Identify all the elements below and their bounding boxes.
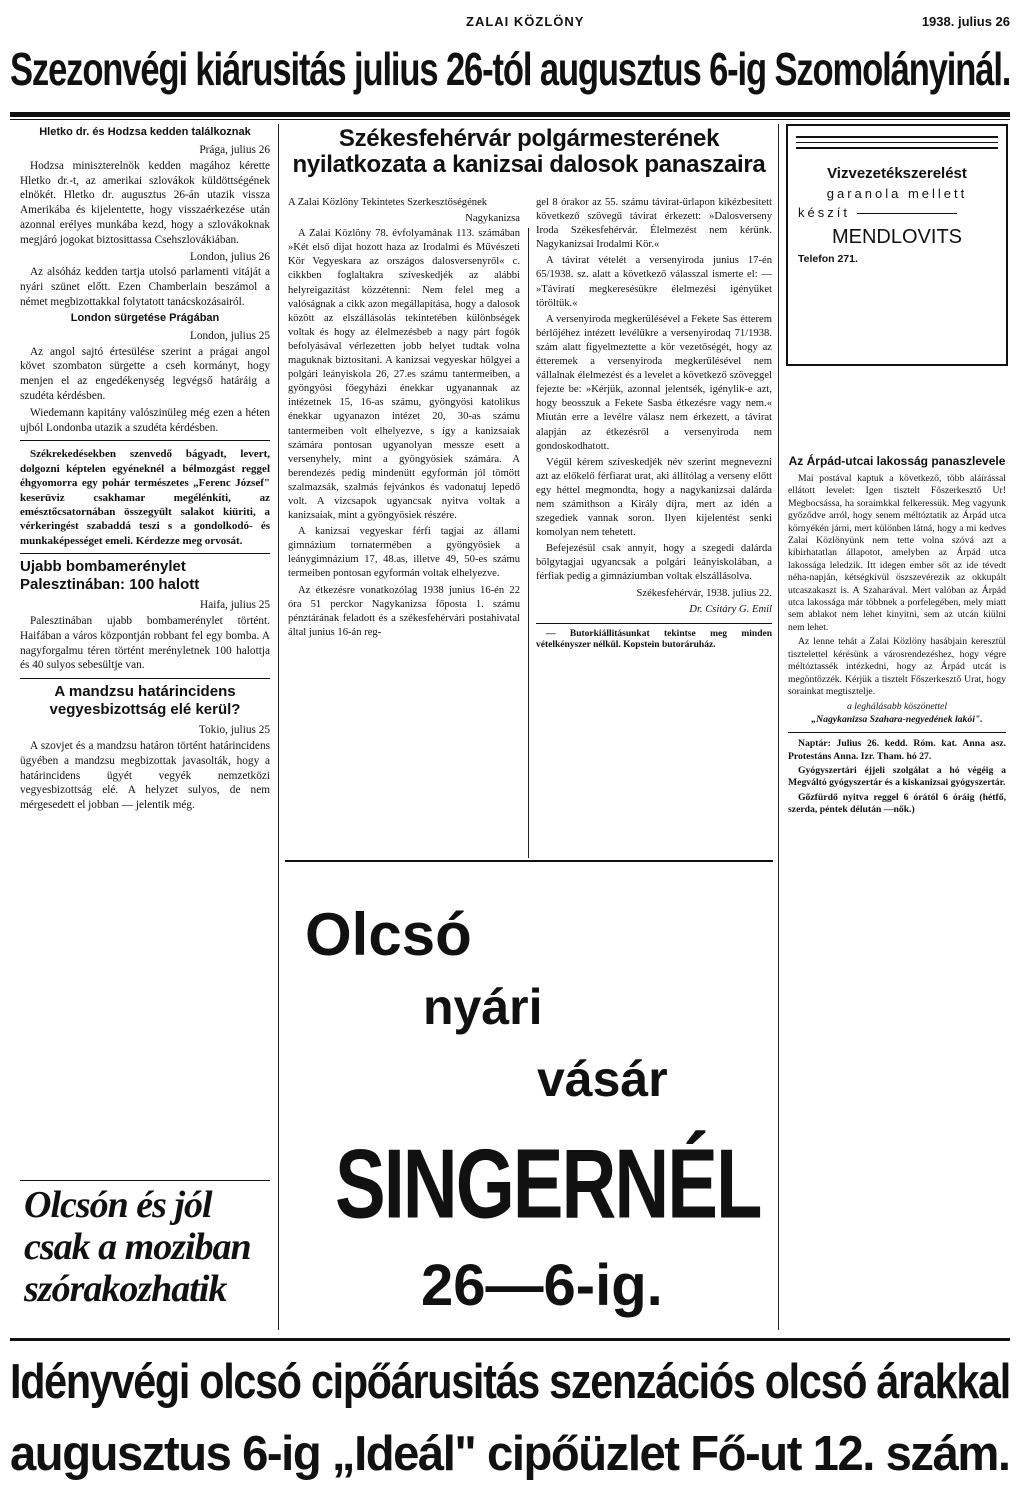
singer-ad-line: vásár: [537, 1051, 668, 1107]
dateline: London, julius 25: [189, 329, 270, 342]
column-4: [788, 452, 1006, 819]
singer-ad-line: Olcsó: [305, 901, 472, 968]
bath-note: Gőzfürdő nyitva reggel 6 órától 6 óráig (hétfő, szerda, péntek délután —nők.): [788, 791, 1006, 816]
article-text: Az étkezésre vonatkozólag 1938 junius 16-én 22 óra 51 perckor Nagykanizsa főposta 1. számu pénztárának feladott és a székesfehérvári postahivatal által junius 16-án reg-: [288, 584, 520, 638]
article-text: A versenyiroda megkerülésével a Fekete Sas étterem bérlőjéhez intézett levélükre a versenyirodaq 71/1938. szám alatt figyelmeztette a kör vezetőségét, hogy az étteremek a versenyiroda megkerülésével nem vállalnak élelmezést és a levelet a következő szöveggel fejezte be: »Kérjük, azonnal jelentsék, igénylik-e azt, hogy beosszuk a Fekete Sasba étkezésre vagy nem.« Miután erre a levélre válasz nem érkezett, a távirat alapján az étkezésről a versenyiroda nem gondoskodhatott.: [536, 313, 772, 452]
article-text: Az lenne tehát a Zalai Közlöny hasábjain keresztül tisztelettel kérésünk a városrendezéshez, hogy végre méltóztassék intézkedni, hogy az Árpád utcát is megöntözzék. Kérjük a tisztelt Főszerkesztő Urat, hogy sorainkat megtisztelje.: [788, 636, 1006, 697]
shoe-ad-line: Idényvégi olcsó cipőárusitás szenzációs olcsó árakkal: [10, 1355, 1010, 1409]
ad-text: [798, 205, 996, 220]
article-text: Wiedemann kapitány valószinüleg még ezen a héten ujból Londonba utazik a szudéta kérdésben.: [20, 406, 270, 434]
cinema-ad-line: csak a moziban: [24, 1226, 251, 1268]
advertisement-text: Székrekedésekben szenvedő bágyadt, levert, dolgozni képtelen egyéneknél a bélmozgást reggel éhgyomorra egy pohár természetes „Ferenc József" keserüviz csakhamar megélénkíti, az emésztőcsatornában összegyült salakot kiüriti, a vérkeringést szabaddá teszi s a gondolkodó- és munkaképességet emeli. Kérdezze meg orvosát.: [20, 448, 270, 547]
ad-rule: [796, 147, 998, 149]
article-title: Hletko dr. és Hodzsa kedden találkoznak: [39, 126, 251, 138]
paper-name: ZALAI KÖZLÖNY: [466, 14, 585, 29]
divider: [20, 440, 270, 441]
singer-sale-ad: [285, 866, 773, 1336]
article-text: Végül kérem szíveskedjék név szerint megnevezni azt az előkelő férfiarat urat, aki állítólag a verseny előtt egy héttel megmondta, hogy a nagykanizsai dalárda nem számithson a Király díjra, mert az idén a szegediek vannak soron. Ilyen kijelentést senki komolyan nem tehetett.: [536, 456, 772, 539]
singer-ad-name: SINGERNÉL: [335, 1129, 761, 1240]
column-divider: [778, 124, 779, 1330]
article-text: Befejezésül csak annyit, hogy a szegedi dalárda bölgytagjai ugyancsak a polgári leányiskolában, a férfiak pedig a gimnáziumban voltak elszállásolva.: [536, 543, 772, 583]
ad-rule: [857, 213, 957, 214]
signature: „Nagykanizsa Szahara-negyedének lakói".: [811, 713, 983, 725]
dateline: Haifa, julius 25: [200, 599, 270, 612]
divider: [285, 860, 773, 862]
article-title: Az Árpád-utcai lakosság panaszlevele: [788, 454, 1006, 468]
divider: [788, 732, 1006, 733]
plumber-ad: [786, 124, 1008, 366]
calendar-note: Naptár: Julius 26. kedd. Róm. kat. Anna asz. Protestáns Anna. Izr. Tham. hó 27.: [788, 738, 1006, 762]
banner-rule-thin: [10, 119, 1010, 120]
article-text: Hodzsa miniszterelnök kedden magához kérette Hletko dr.-t, az amerikai szlovákok küldöttségének elnökét. Hletko dr. augusztus 26-án utazik vissza Amerikába és kijelentette, hogy visszaérkezése után azonnal erélyes munkába kezd, hogy a szlovákoknak megjáró jogokat biztosittassa Csehszlovákiában.: [20, 159, 270, 246]
divider: [536, 623, 772, 624]
article-text: Az angol sajtó értesülése szerint a prágai angol követ szombaton sürgette a cseh kormányt, hogy menjen el az engedékenység legvégső határáig a szudéta kérdésben.: [20, 345, 270, 402]
ad-rule: [796, 142, 998, 143]
ad-title: Vizvezetékszerelést: [827, 165, 967, 182]
shoe-ad-line: augusztus 6-ig „Ideál" cipőüzlet Fő-ut 12. szám.: [10, 1427, 1010, 1481]
article-text: Palesztinában ujabb bombamerénylet történt. Haifában a város központján robbant fel egy bomba. A nagyforgalmu téren történt merényletnek 100 halottja és 40 sulyos sebesültje van.: [20, 614, 270, 672]
divider: [20, 1180, 270, 1181]
article-title: London sürgetése Prágában: [70, 311, 220, 324]
article-text: Mai postával kaptuk a következő, több aláírással ellátott levelet: Igen tisztelt Főszerkesztő Ur! Megbocsássa, ha soraimkkal felkeressük. Meg vagyunk győződve arról, hogy senem méltóztatik az Árpád utca környékén járni, mert különben látná, hogy a mi kedves Zalai Közlönyünk nem tette volna szóvá azt a kibirhatatlan állapotot, amelyben az Árpád utca lakossága leledzik. Itt idegen ember sőt az ide tévedt néha-napján, kétségkívül öszszevérezik az okkupált utcaszakaszt is. A Szaharával. Mert valóban az Árpád utca lakossága már többnek a porfelegében, mely miatt sem ablakot nem lehet kinyitni, sem az utcán kiülni nem lehet.: [788, 473, 1006, 633]
ad-rule: [796, 136, 998, 138]
article-text: A kanizsai vegyeskar férfi tagjai az állami gimnázium tornatermében a gyöngyösiek a leánygimnázium 17, 48.as, illetve 49, 50-es számu termeiben pontosan egyformán voltak elhelyezve.: [288, 526, 520, 580]
ad-company-name: MENDLOVITS: [831, 226, 963, 248]
furniture-note: — Butorkiállitásunkat tekintse meg minden vételkényszer nélkül. Kopstein butoráruház.: [536, 628, 772, 651]
signoff: a leghálásabb köszönettel: [846, 701, 948, 713]
article-title: Ujabb bombamerénylet Palesztinában: 100 halott: [20, 558, 200, 594]
article-text: A szovjet és a mandzsu határon történt határincidens ügyében a mandzsu megbizottak javasolták, hogy a határincidens ügyét vegyék nemzetközi vegyesbizottság elé. A helyzet sulyos, de nem mérgesedett el jobban — jelentik még.: [20, 739, 270, 812]
article-text: gel 8 órakor az 55. számu távirat-űrlapon kikézbesitett következő szövegű távirat érkezett: »Dalosverseny Iroda Székesfehérvár. Élelmezést nem kérünk. Nagykanizsai Irodalmi Kör.«: [536, 197, 772, 251]
issue-date: 1938. julius 26: [921, 14, 1010, 29]
dateline: London, julius 26: [189, 250, 270, 263]
place-line: Nagykanizsa: [465, 213, 520, 225]
cinema-ad: [24, 1184, 274, 1310]
dateline: Tokio, julius 25: [198, 724, 270, 737]
ad-text: garanola mellett: [826, 186, 968, 201]
signoff-place: Székesfehérvár, 1938. julius 22.: [636, 587, 772, 599]
signature: Dr. Csitáry G. Emil: [689, 603, 772, 615]
pharmacy-note: Gyógyszertári éjjeli szolgálat a hó végéig a Megváltó gyógyszertár és a kiskanizsai gyógyszertár.: [788, 764, 1006, 789]
banner-rule: [10, 112, 1010, 117]
running-head: [0, 14, 1010, 32]
bottom-rule: [10, 1338, 1010, 1341]
cinema-ad-line: szórakozhatik: [24, 1268, 227, 1310]
divider: [20, 678, 270, 679]
dateline: Prága, julius 26: [199, 144, 270, 156]
article-text: A Zalai Közlöny 78. évfolyamának 113. számában »Két első dijat hozott haza az Irodalmi és Művészeti Kör Vegyeskara az országos dalosversenyről« c. cikkben foglaltakra szíveskedjék az alábbi helyreigazítást közzétenni: Nem felel meg a valóságnak a cikk azon megállapítása, hogy a dalosok között az elszállásolás tekintetében különbségek voltak és hogy az élelmezésbeb a nagy párt fogók befolyásával vérlezetten jobb helyet tudtak volna maguknak biztositani. A kanizsai vegyeskar hölgyei a polgári leányiskola 26, 27.es számu tantermeiben, a gyöngyösi főegyházi énekkar ugyanannak az intézetnek 15, 16-as számu, gyöngyösi katolikus énekkar ugyanazon intézet 20, 30-as számu tantermeiben volt elhelyezve, s így a kanizsaiak számára pontosan ugyanolyan messze esett a versenyhely, mint a gyöngyösiek számára. A berendezés pedig mindenütt egyformán jól tömött szalmazsák, szalmás fejvánkos és vadonatuj lepedő volt. A vizcsapok ugyancsak nyitva voltak a kanizsaiak, mint a gyöngyösiek részére.: [288, 228, 520, 522]
article-text: Az alsóház kedden tartja utolsó parlamenti vitáját a nyári szünet előtt. Ezen Chamberlain beszámol a német megbizottakkal folytatott tanácskozásairól.: [20, 266, 270, 308]
column-divider: [278, 124, 279, 1330]
salutation: A Zalai Közlöny Tekintetes Szerkesztőségének: [288, 197, 488, 208]
ad-text: készít: [798, 205, 850, 220]
article-text: A távirat vételét a versenyiroda junius 17-én 65/1938. sz. alatt a következő válasszal ismerte el: — »Táviratí megkeresésükre élelmezési igényüket töröltük.«: [536, 255, 772, 309]
top-banner-ad: Szezonvégi kiárusitás julius 26-tól augusztus 6-ig Szomolányinál.: [10, 43, 1011, 95]
column-1: [20, 124, 270, 815]
singer-ad-dates: 26—6-ig.: [421, 1253, 663, 1318]
ad-phone: Telefon 271.: [798, 253, 858, 265]
cinema-ad-line: Olcsón és jól: [24, 1184, 212, 1226]
shoe-sale-ad: [10, 1346, 1010, 1496]
column-2: [288, 196, 520, 642]
divider: [20, 553, 270, 554]
column-3: [536, 196, 772, 654]
singer-ad-line: nyári: [423, 979, 543, 1035]
article-title: A mandzsu határincidens vegyesbizottság elé kerül?: [49, 683, 241, 719]
main-headline: Székesfehérvár polgármesterének nyilatkozata a kanizsai dalosok panaszaira: [292, 125, 766, 178]
column-divider: [528, 228, 529, 858]
